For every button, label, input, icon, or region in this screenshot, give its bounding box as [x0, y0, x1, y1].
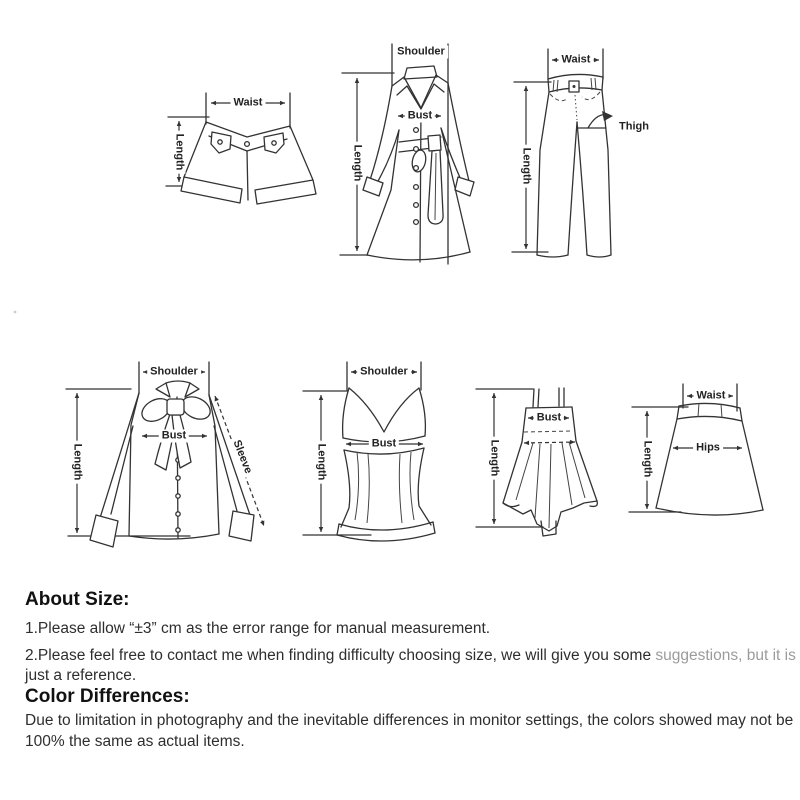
- skirt-length-label: Length: [641, 438, 654, 481]
- about-size-item2: [25, 647, 796, 665]
- tank-length-label: Length: [315, 441, 328, 484]
- shorts-length-label: Length: [173, 131, 186, 174]
- tank-bust-label: Bust: [369, 438, 399, 451]
- blouse-length-label: Length: [71, 441, 84, 484]
- dress-bust-label: Bust: [534, 412, 564, 425]
- coat-bust-label: Bust: [405, 110, 435, 123]
- shorts-figure: [166, 93, 316, 204]
- stray-mark: [14, 311, 17, 314]
- blouse-bust-label: Bust: [159, 430, 189, 443]
- blouse-sleeve-label: Sleeve: [229, 436, 256, 479]
- color-differences-line1: Due to limitation in photography and the inevitable differences in monitor settings, the colors showed may not be: [25, 712, 794, 729]
- thigh-arrowhead: [602, 111, 613, 121]
- about-size-heading: About Size:: [25, 589, 130, 610]
- pants-thigh-label: Thigh: [616, 121, 652, 134]
- blouse-shoulder-label: Shoulder: [147, 366, 201, 379]
- about-size-item2-gray: suggestions, but it is: [655, 647, 796, 664]
- about-size-item2-cont: just a reference.: [25, 667, 137, 684]
- pants-waist-label: Waist: [559, 54, 594, 67]
- dress-length-label: Length: [488, 437, 501, 480]
- skirt-hips-label: Hips: [693, 442, 723, 455]
- pants-length-label: Length: [520, 145, 533, 188]
- tank-shoulder-label: Shoulder: [357, 366, 411, 379]
- color-differences-line2: 100% the same as actual items.: [25, 733, 245, 750]
- about-size-item1: 1.Please allow “±3” cm as the error range for manual measurement.: [25, 620, 491, 637]
- skirt-waist-label: Waist: [694, 390, 729, 403]
- about-size-item2-dark: 2.Please feel free to contact me when finding difficulty choosing size, we will give you some: [25, 647, 656, 664]
- shorts-waist-label: Waist: [231, 97, 266, 110]
- color-differences-heading: Color Differences:: [25, 686, 190, 707]
- coat-length-label: Length: [351, 142, 364, 185]
- coat-shoulder-label: Shoulder: [394, 46, 448, 59]
